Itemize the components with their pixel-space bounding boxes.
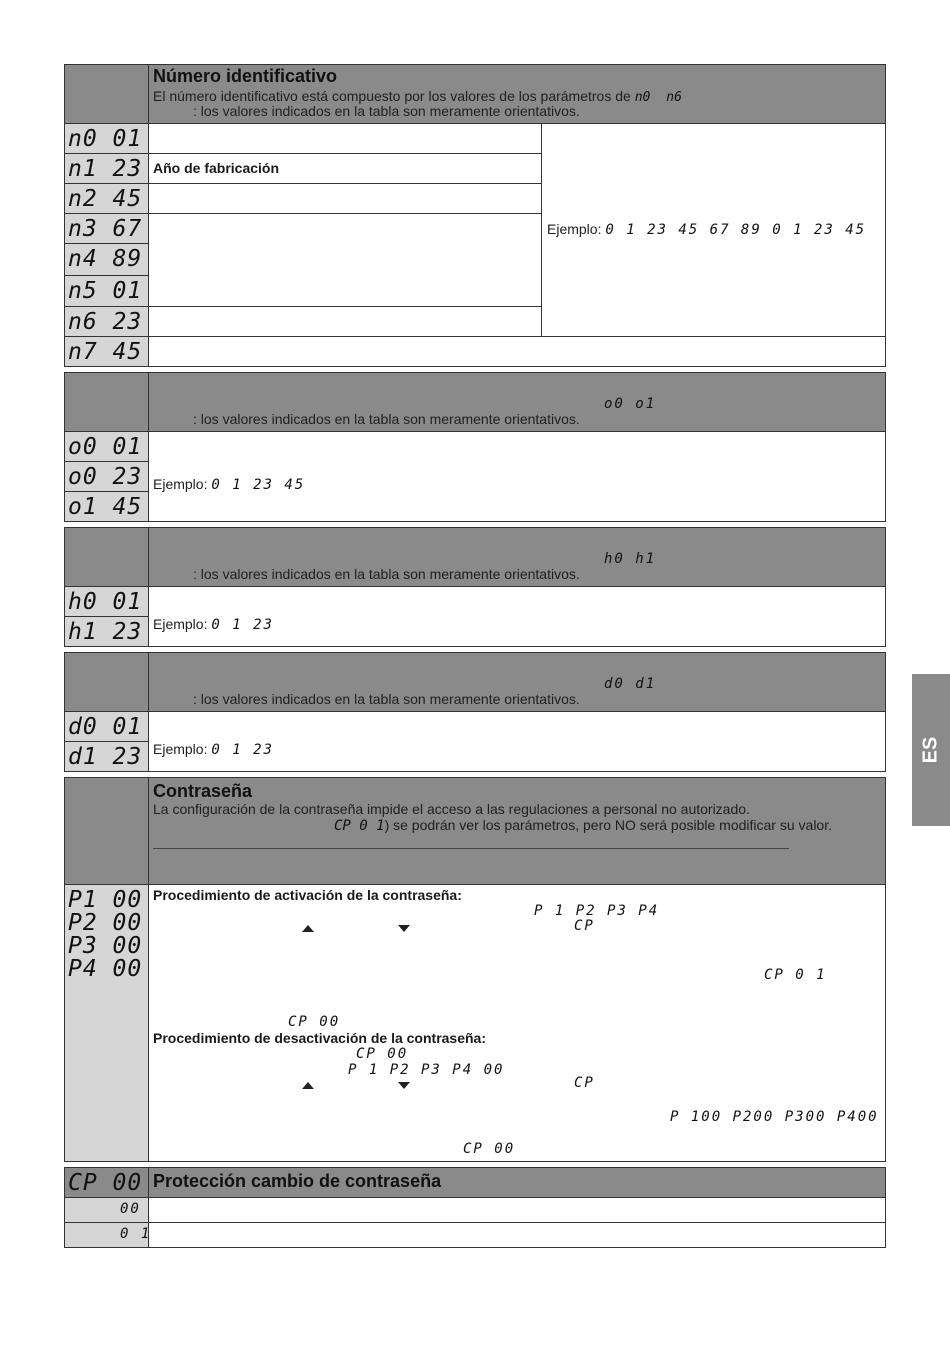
h-header-code: h0 h1 [604, 551, 657, 567]
id-row-label: Año de fabricación [153, 160, 280, 176]
password-title: Contraseña [153, 781, 253, 801]
o-row-code: o0 23 [68, 464, 143, 490]
cp-code: CP 00 [68, 1170, 143, 1196]
password-code: P3 00 [68, 933, 143, 959]
o-section-note: : los valores indicados en la tabla son meramente orientativos. [193, 411, 580, 427]
d-example: Ejemplo: 0 1 23 [153, 741, 274, 758]
password-desc-1: La configuración de la contraseña impide el acceso a las regulaciones a personal no autorizado. [153, 801, 750, 817]
d-header-code: d0 d1 [604, 676, 657, 692]
password-code: P4 00 [68, 956, 143, 982]
arrow-up-icon [302, 925, 314, 932]
arrow-up-icon [302, 1082, 314, 1089]
password-desc-2: CP 0 1) se podrán ver los parámetros, pero NO será posible modificar su valor. [334, 817, 832, 834]
cp-option-value: 00 [120, 1201, 141, 1217]
id-section-note: : los valores indicados en la tabla son meramente orientativos. [193, 103, 580, 119]
activation-code-cp00: CP 00 [288, 1014, 341, 1030]
d-section-note: : los valores indicados en la tabla son meramente orientativos. [193, 691, 580, 707]
d-row-code: d1 23 [68, 744, 143, 770]
h-row-code: h1 23 [68, 619, 143, 645]
id-example: Ejemplo: 0 1 23 45 67 89 0 1 23 45 [547, 221, 867, 238]
activation-title: Procedimiento de activación de la contraseña: [153, 887, 462, 903]
deactivation-code-cp00: CP 00 [356, 1046, 409, 1062]
deactivation-code-cp00-end: CP 00 [463, 1141, 516, 1157]
o-header-code: o0 o1 [604, 396, 657, 412]
language-tab [912, 674, 950, 826]
password-code: P1 00 [68, 887, 143, 913]
id-row-code: n2 45 [68, 186, 143, 212]
password-code: P2 00 [68, 910, 143, 936]
id-section-title: Número identificativo [153, 66, 338, 86]
id-row-code: n1 23 [68, 156, 143, 182]
password-divider [153, 848, 789, 849]
arrow-down-icon [398, 925, 410, 932]
cp-option-value: 0 1 [120, 1226, 152, 1242]
id-row-code: n0 01 [68, 126, 143, 152]
activation-code-cp01: CP 0 1 [764, 967, 827, 983]
d-row-code: d0 01 [68, 714, 143, 740]
id-row-code: n5 01 [68, 278, 143, 304]
deactivation-code-list: P 100 P200 P300 P400 [670, 1109, 879, 1125]
activation-code-p: P 1 P2 P3 P4 [534, 903, 660, 919]
id-row-code: n6 23 [68, 309, 143, 335]
id-section-desc: El número identificativo está compuesto por los valores de los parámetros de n0 n6 [153, 88, 682, 105]
deactivation-code-p: P 1 P2 P3 P4 00 [348, 1062, 505, 1078]
id-row-code: n7 45 [68, 339, 143, 365]
activation-code-cp: CP [574, 918, 595, 934]
arrow-down-icon [398, 1082, 410, 1089]
deactivation-code-cp: CP [574, 1075, 595, 1091]
language-tab-label: ES [919, 736, 942, 764]
o-row-code: o0 01 [68, 434, 143, 460]
deactivation-title: Procedimiento de desactivación de la contraseña: [153, 1030, 486, 1046]
id-row-code: n4 89 [68, 246, 143, 272]
h-row-code: h0 01 [68, 589, 143, 615]
password-section [64, 777, 886, 1162]
o-section [64, 372, 886, 522]
id-row-code: n3 67 [68, 216, 143, 242]
h-example: Ejemplo: 0 1 23 [153, 616, 274, 633]
cp-title: Protección cambio de contraseña [153, 1171, 442, 1191]
o-row-code: o1 45 [68, 494, 143, 520]
o-example: Ejemplo: 0 1 23 45 [153, 476, 306, 493]
h-section-note: : los valores indicados en la tabla son meramente orientativos. [193, 566, 580, 582]
